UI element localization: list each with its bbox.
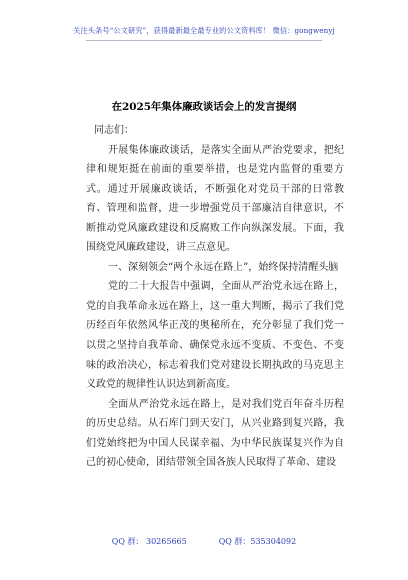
- greeting: 同志们：: [94, 125, 134, 136]
- footer-qq-group-2: QQ 群：535304092: [218, 537, 297, 546]
- footer-qq-group-1: QQ 群： 30265665: [111, 537, 187, 546]
- section-heading-1: 一、深刻领会“两个永远在路上”，始终保持清醒头脑: [108, 261, 339, 273]
- paragraph-history: 全面从严治党永远在路上，是对我们党百年奋斗历程的历史总结。从石库门到天安门，从兴业路到复兴路，我们党始终把为中国人民谋幸福、为中华民族谋复兴作为自己的初心使命，团结带领全国各族人民取得了革命、建设: [86, 398, 344, 469]
- document-body: [86, 121, 344, 473]
- footer: [0, 536, 408, 547]
- paragraph-report: 党的二十大报告中强调，全面从严治党永远在路上，党的自我革命永远在路上，这一重大判断，揭示了我们党历经百年依然风华正茂的奥秘所在，充分彰显了我们党一以贯之坚持自我革命、确保党永远不变质、不变色、不变味的政治决心，标志着我们党对建设长期执政的马克思主义政党的规律性认识达到新高度。: [86, 281, 344, 391]
- paragraph-intro: 开展集体廉政谈话，是落实全面从严治党要求，把纪律和规矩挺在前面的重要举措，也是党内监督的重要方式。通过开展廉政谈话，不断强化对党员干部的日常教育、管理和监督，进一步增强党员干部廉洁自律意识，不断推动党风廉政建设和反腐败工作向纵深发展。下面，我围绕党风廉政建设，讲三点意见。: [86, 144, 344, 254]
- header-banner: 关注头条号“公文研究”，获得最新最全最专业的公文资料库！ 微信：gongwenyj: [73, 26, 335, 35]
- header-divider: [86, 40, 322, 41]
- document-title: 在2025年集体廉政谈话会上的发言提纲: [111, 101, 297, 113]
